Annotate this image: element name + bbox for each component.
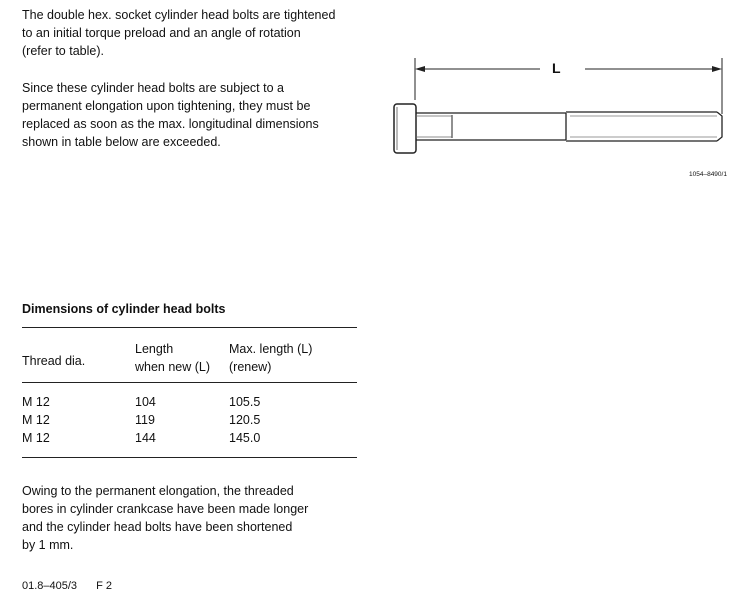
owing-line: and the cylinder head bolts have been shortened (22, 520, 293, 534)
intro-line: The double hex. socket cylinder head bolts are tightened (22, 8, 336, 22)
intro-line: to an initial torque preload and an angle of rotation (22, 26, 301, 40)
table-row (22, 413, 357, 431)
header-max-line: (renew) (229, 360, 272, 374)
owing-line: by 1 mm. (22, 538, 74, 552)
intro-paragraph (22, 6, 335, 60)
table-rule-header (22, 382, 357, 383)
page-footer (22, 580, 128, 592)
header-max-line: Max. length (L) (229, 342, 313, 356)
cell-length: 119 (135, 413, 155, 427)
cell-max-length: 120.5 (229, 413, 261, 427)
cell-max-length: 145.0 (229, 431, 261, 445)
dimension-arrow-right (712, 66, 722, 72)
bolt-tip (717, 112, 722, 141)
figure-code: 1054–8490/1 (689, 171, 727, 178)
dimension-label: L (552, 60, 561, 76)
header-thread-dia: Thread dia. (22, 354, 86, 368)
header-length-line: when new (L) (135, 360, 211, 374)
footer-page: F 2 (96, 580, 113, 592)
owing-paragraph (22, 482, 308, 554)
cell-thread: M 12 (22, 413, 50, 427)
dimension-arrow-left (415, 66, 425, 72)
header-max-length (229, 340, 312, 376)
owing-line: bores in cylinder crankcase have been made longer (22, 502, 309, 516)
table-rule-top (22, 327, 357, 328)
elongation-line: replaced as soon as the max. longitudinal dimensions (22, 117, 319, 131)
table-row (22, 395, 357, 413)
table-row (22, 431, 357, 449)
cell-length: 144 (135, 431, 156, 445)
elongation-line: Since these cylinder head bolts are subject to a (22, 81, 284, 95)
owing-line: Owing to the permanent elongation, the threaded (22, 484, 294, 498)
table-rule-bottom (22, 457, 357, 458)
header-length-new (135, 340, 210, 376)
header-length-line: Length (135, 342, 174, 356)
elongation-paragraph (22, 79, 319, 151)
cell-length: 104 (135, 395, 156, 409)
intro-line: (refer to table). (22, 44, 104, 58)
elongation-line: shown in table below are exceeded. (22, 135, 221, 149)
footer-ref: 01.8–405/3 (22, 580, 78, 592)
table-title: Dimensions of cylinder head bolts (22, 302, 226, 316)
cell-thread: M 12 (22, 395, 50, 409)
cell-max-length: 105.5 (229, 395, 261, 409)
cell-thread: M 12 (22, 431, 50, 445)
elongation-line: permanent elongation upon tightening, they must be (22, 99, 311, 113)
